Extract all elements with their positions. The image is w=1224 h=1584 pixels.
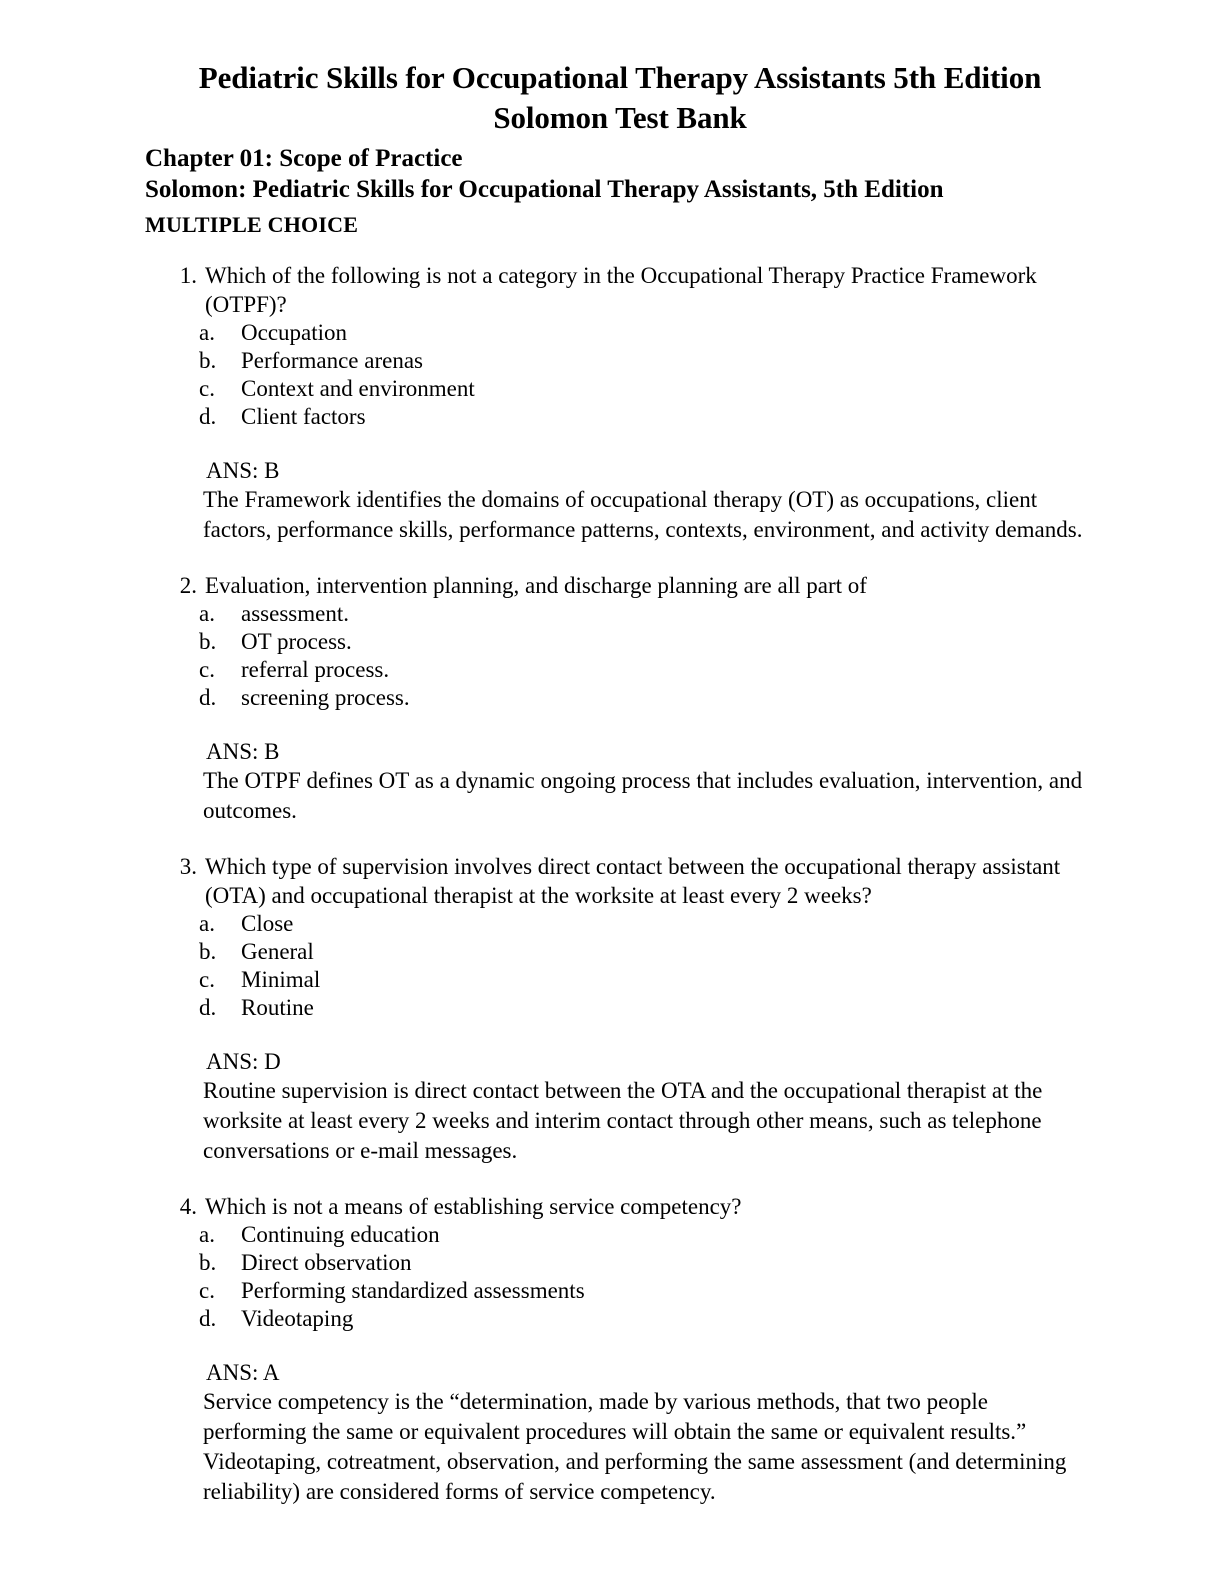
option-text: Continuing education [241, 1222, 440, 1247]
option-letter: c. [199, 657, 215, 682]
option-item[interactable] [199, 910, 1095, 938]
option-letter: a. [199, 320, 215, 345]
answer-rationale: The OTPF defines OT as a dynamic ongoing process that includes evaluation, intervention, and outcomes. [203, 768, 1083, 823]
option-letter: a. [199, 601, 215, 626]
option-letter: d. [199, 404, 217, 429]
option-text: OT process. [241, 629, 352, 654]
question-stem [179, 571, 1095, 600]
option-item[interactable] [199, 938, 1095, 966]
option-list [0, 910, 1224, 1022]
option-text: screening process. [241, 685, 410, 710]
document-title-line-1: Pediatric Skills for Occupational Therapy Assistants 5th Edition [198, 60, 1042, 95]
option-text: Videotaping [241, 1306, 354, 1331]
option-text: Performance arenas [241, 348, 423, 373]
question-stem-text: Which is not a means of establishing service competency? [205, 1194, 742, 1219]
option-text: Routine [241, 995, 314, 1020]
option-item[interactable] [199, 1305, 1095, 1333]
answer-block [0, 456, 1224, 545]
option-list [0, 600, 1224, 712]
option-item[interactable] [199, 403, 1095, 431]
question-block [0, 1192, 1224, 1507]
answer-rationale: Routine supervision is direct contact between the OTA and the occupational therapist at the worksite at least every 2 weeks and interim contact through other means, such as telephone conversations or e-mail messages. [203, 1078, 1043, 1163]
question-stem [179, 852, 1095, 910]
option-text: Occupation [241, 320, 348, 345]
option-item[interactable] [199, 656, 1095, 684]
question-stem-text: Which type of supervision involves direct contact between the occupational therapy assistant (OTA) and occupational therapist at the worksite at least every 2 weeks? [205, 854, 1061, 908]
option-letter: b. [199, 939, 217, 964]
option-item[interactable] [199, 994, 1095, 1022]
question-stem-text: Which of the following is not a category in the Occupational Therapy Practice Framework (OTPF)? [205, 263, 1037, 317]
option-text: Client factors [241, 404, 366, 429]
answer-rationale: The Framework identifies the domains of occupational therapy (OT) as occupations, client factors, performance skills, performance patterns, contexts, environment, and activity demands. [203, 487, 1083, 542]
option-text: Close [241, 911, 294, 936]
option-letter: d. [199, 995, 217, 1020]
option-item[interactable] [199, 1277, 1095, 1305]
question-block [0, 852, 1224, 1166]
option-letter: d. [199, 685, 217, 710]
option-letter: d. [199, 1306, 217, 1331]
option-item[interactable] [199, 600, 1095, 628]
book-heading: Solomon: Pediatric Skills for Occupational Therapy Assistants, 5th Edition [145, 176, 944, 203]
question-number: 3. [179, 854, 197, 879]
document-title [145, 58, 1095, 138]
option-item[interactable] [199, 375, 1095, 403]
heading-block [145, 143, 1105, 240]
option-text: assessment. [241, 601, 349, 626]
question-stem-text: Evaluation, intervention planning, and discharge planning are all part of [205, 573, 867, 598]
option-letter: b. [199, 348, 217, 373]
answer-key: ANS: D [206, 1049, 281, 1074]
option-text: General [241, 939, 314, 964]
option-letter: c. [199, 967, 215, 992]
option-text: referral process. [241, 657, 390, 682]
option-item[interactable] [199, 319, 1095, 347]
option-letter: c. [199, 1278, 215, 1303]
answer-block [0, 1358, 1224, 1507]
option-text: Context and environment [241, 376, 475, 401]
answer-key: ANS: B [206, 739, 280, 764]
answer-rationale: Service competency is the “determination, made by various methods, that two people performing the same or equivalent procedures will obtain the same or equivalent results.” Videotaping, cotreatment, observation, and performing the same assessment (and determining reliability) are considered forms of service competency. [203, 1389, 1067, 1504]
option-item[interactable] [199, 628, 1095, 656]
option-letter: c. [199, 376, 215, 401]
option-letter: b. [199, 1250, 217, 1275]
chapter-heading: Chapter 01: Scope of Practice [145, 145, 463, 172]
question-number: 4. [179, 1194, 197, 1219]
option-list [0, 319, 1224, 431]
option-letter: a. [199, 1222, 215, 1247]
option-letter: b. [199, 629, 217, 654]
question-stem [179, 1192, 1095, 1221]
question-number: 2. [179, 573, 197, 598]
option-item[interactable] [199, 684, 1095, 712]
answer-block [0, 1047, 1224, 1166]
section-label: MULTIPLE CHOICE [145, 212, 359, 237]
option-list [0, 1221, 1224, 1333]
option-item[interactable] [199, 347, 1095, 375]
questions-list [0, 261, 1224, 1533]
question-number: 1. [179, 263, 197, 288]
option-item[interactable] [199, 1221, 1095, 1249]
answer-block [0, 737, 1224, 826]
answer-key: ANS: B [206, 458, 280, 483]
option-item[interactable] [199, 966, 1095, 994]
option-letter: a. [199, 911, 215, 936]
document-title-line-2: Solomon Test Bank [493, 100, 747, 135]
option-text: Minimal [241, 967, 321, 992]
question-block [0, 261, 1224, 545]
answer-key: ANS: A [206, 1360, 280, 1385]
question-block [0, 571, 1224, 826]
option-item[interactable] [199, 1249, 1095, 1277]
question-stem [179, 261, 1095, 319]
option-text: Direct observation [241, 1250, 412, 1275]
option-text: Performing standardized assessments [241, 1278, 585, 1303]
